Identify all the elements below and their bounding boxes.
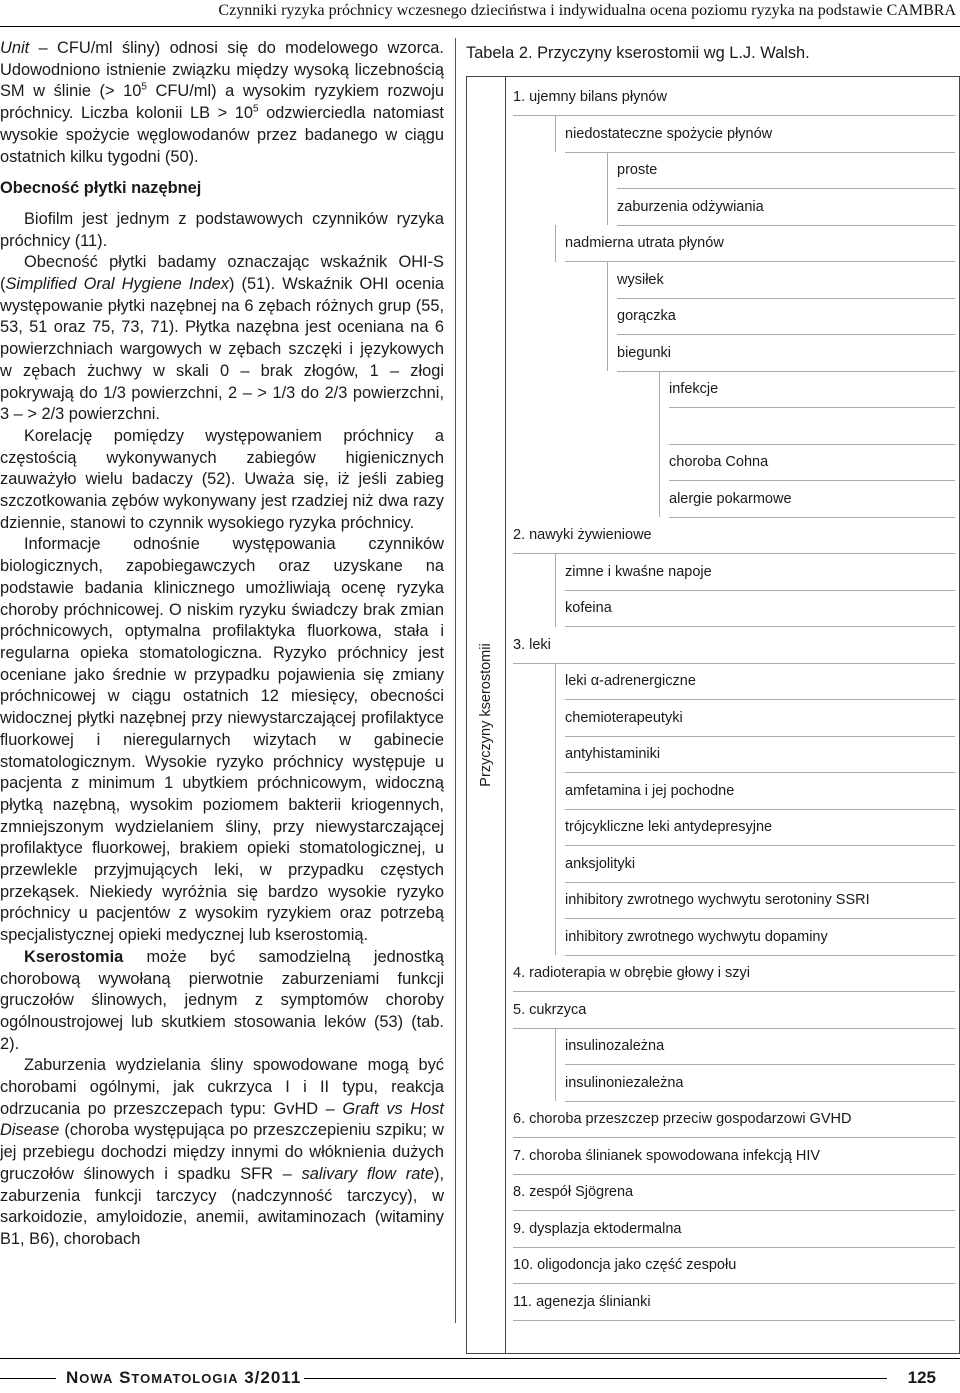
table-indent-line [555,882,556,919]
table-row: gorączka [617,298,955,335]
table-row: 8. zespół Sjögrena [513,1174,955,1211]
table-row: alergie pokarmowe [669,481,955,518]
table-row: wysiłek [617,262,955,299]
footer-rule-left [0,1378,56,1379]
p3-text-b: ) (51). Wskaźnik OHI ocenia występowanie płytki nazębnej na 6 zębach różnych grup (55, 53, 51 oraz 75, 73, 71). Płytka nazębna jest oceniana na 6 powierzchniach wargowych w zębach szczęki i językowych w zębach żuchwy w skali 0 – brak złogów, 1 – złogi pokrywają do 1/3 powierzchni, 2 – > 1/3 do 2/3 powierzchni, 3 – > 2/3 powierzchni. [0,275,444,424]
table-row: insulinoniezależna [565,1065,955,1102]
journal-tomatologia: TOMATOLOGIA [131,1371,239,1386]
table-row: insulinozależna [565,1028,955,1065]
table-indent-line [607,335,608,372]
table-row: trójcykliczne leki antydepresyjne [565,809,955,846]
table-row: 1. ujemny bilans płynów [513,79,955,116]
table-row: biegunki [617,335,955,372]
table-row: inhibitory zwrotnego wychwytu dopaminy [565,919,955,956]
paragraph-3 [0,252,444,426]
footer-rule [304,1378,887,1379]
table-row [669,408,955,445]
p1-text-c: odzwierciedla natomiast wysokie spożycie węglowodanów przez badanego w ciągu ostatnich kilku tygodni (50). [0,104,444,166]
journal-issue: 3/2011 [244,1368,302,1387]
table-indent-line [659,444,660,481]
table-row: amfetamina i jej pochodne [565,773,955,810]
paragraph-2: Biofilm jest jednym z podstawowych czynników ryzyka próchnicy (11). [0,209,444,250]
p3-text-a: Obecność płytki badamy oznaczając wskaźnik OHI-S ( [0,253,444,294]
table-row: nadmierna utrata płynów [565,225,955,262]
table-indent-line [555,846,556,883]
column-divider [455,38,456,1323]
table-indent-line [555,773,556,810]
page-number: 125 [907,1368,936,1387]
table-row: chemioterapeutyki [565,700,955,737]
table-indent-line [607,152,608,189]
p3-italic: Simplified Oral Hygiene Index [5,275,229,294]
table-row: proste [617,152,955,189]
xerostomia-term: Kserostomia [24,947,124,966]
table-indent-line [555,1065,556,1102]
table-row: inhibitory zwrotnego wychwytu serotoniny SSRI [565,882,955,919]
p7-text-a: Zaburzenia wydzielania śliny spowodowane mogą być chorobami ogólnymi, jak cukrzyca I i II typu, reakcja odrzucania po przeszczepach typu: GvHD – [0,1056,444,1118]
table-row: anksjolityki [565,846,955,883]
table-indent-line [607,298,608,335]
table-indent-line [555,116,556,153]
p7-italic-1: Graft vs Host Disease [0,1099,444,1140]
running-header [0,0,960,27]
xerostomia-table [466,76,960,1354]
p6-text: może być samodzielną jednostką chorobową wywołaną pierwotnie zaburzeniami funkcji gruczołów ślinowych, jednym z symptomów choroby ogólnoustrojowej lub skutkiem stosowania leków (53) (tab. 2). [0,947,444,1053]
table-caption: Tabela 2. Przyczyny kserostomii wg L.J. Walsh. [466,44,810,62]
table-indent-line [555,1028,556,1065]
table-row: 2. nawyki żywieniowe [513,517,955,554]
table-row: niedostateczne spożycie płynów [565,116,955,153]
left-column [0,38,444,1251]
table-row: antyhistaminiki [565,736,955,773]
right-column [466,38,960,1310]
table-row: 10. oligodoncja jako część zespołu [513,1247,955,1284]
page-footer [0,1358,960,1393]
journal-name [66,1368,301,1388]
table-row: 4. radioterapia w obrębie głowy i szyi [513,955,955,992]
heading-plaque: Obecność płytki nazębnej [0,179,202,198]
table-indent-line [555,663,556,700]
table-row: infekcje [669,371,955,408]
journal-owa: OWA [79,1371,114,1386]
table-side-column [467,77,506,1353]
table-indent-line [555,590,556,627]
p1-sup-1: 5 [141,81,147,93]
paragraph-1: Unit – CFU/ml śliny) odnosi się do modelowego wzorca. Udowodniono istnienie związku między wysoką liczebnością SM w ślinie (> $10^5$ CFU/ml) a wysokim ryzykiem rozwoju próchnicy. Liczba kolonii LB > $10^5$ odzwierciedla natomiast wysokie spożycie węglowodanów przez badanego w ciągu ostatnich kilku tygodni (50). [0,39,444,166]
paragraph-5: Informacje odnośnie występowania czynników biologicznych, zapobiegawczych oraz uzyskane na podstawie badania klinicznego umożliwiają ocenę ryzyka choroby próchnicowej. O niskim ryzyku świadczy brak zmian próchnicowych, optymalna profilaktyka fluorkowa, stała i regularna opieka stomatologiczna. Ryzyko próchnicy jest oceniane jako średnie w przypadku pojawienia się zmiany próchnicowej w ciągu ostatnich 12 miesięcy, obecności widocznej płytki nazębnej przy niewystarczającej profilaktyce fluorkowej i nieregularnych wizytach w gabinecie stomatologicznym. Wysokie ryzyko próchnicy występuje u pacjenta z minimum 1 ubytkiem próchnicowym, widoczną płytką nazębną, wysokim poziomem bakterii kriogennych, zmniejszonym wydzielaniem śliny, przy niewystarczającej profilaktyce fluorkowej, brakiem opieki stomatologicznej, u przewlekle przyjmujących leki, w przypadku częstych przekąsek. Niekiedy wyróżnia się bardzo wysokie ryzyko próchnicy u pacjentów z wysokim ryzykiem oraz potrzebą specjalistycznej opieki medycznej lub kserostomią. [0,535,444,945]
p1-sup-2: 5 [252,103,259,115]
table-indent-line [555,736,556,773]
table-row: choroba Cohna [669,444,955,481]
p1-text-b: CFU/ml) a wysokim ryzykiem rozwoju próchnicy. Liczba kolonii LB > 10 [0,82,444,123]
paragraph-6 [0,947,444,1056]
journal-n: N [66,1368,80,1387]
paragraph-7 [0,1055,444,1250]
table-indent-line [659,371,660,408]
table-side-label: Przyczyny kserostomii [478,643,494,787]
table-indent-line [659,481,660,518]
table-row: leki α-adrenergiczne [565,663,955,700]
p7-text-c: ), zaburzenia funkcji tarczycy (nadczynność tarczycy), w sarkoidozie, amyloidozie, anemii, awitaminozach (witaminy B1, B6), chorobach [0,1164,444,1248]
table-row: 5. cukrzyca [513,992,955,1029]
table-indent-line [555,225,556,262]
paragraph-4: Korelację pomiędzy występowaniem próchnicy a częstością wykonywanych zabiegów higienicznych zauważyło wielu badaczy (52). Uważa się, iż jeśli zabieg szczotkowania zębów wykonywany jest rzadziej niż dwa razy dziennie, stanowi to czynnik wysokiego ryzyka próchnicy. [0,426,444,532]
table-indent-line [555,809,556,846]
table-indent-line [607,262,608,299]
p7-text-b: (choroba występująca po przeszczepieniu szpiku; w jej przebiegu dochodzi między innymi do włóknienia dużych gruczołów ślinowych i spadku SFR – [0,1121,444,1183]
p7-italic-2: salivary flow rate [301,1164,434,1183]
table-indent-line [659,408,660,445]
journal-s: S [119,1368,132,1387]
table-indent-line [555,554,556,591]
table-row: kofeina [565,590,955,627]
table-row: 3. leki [513,627,955,664]
unit-word: Unit [0,39,30,57]
running-title: Czynniki ryzyka próchnicy wczesnego dzieciństwa i indywidualna ocena poziomu ryzyka na podstawie CAMBRA [218,2,956,19]
p1-text-a: CFU/ml śliny) odnosi się do modelowego wzorca. Udowodniono istnienie związku między wysoką liczebnością SM w ślinie (> 10 [0,39,444,101]
table-row: 9. dysplazja ektodermalna [513,1211,955,1248]
table-indent-line [555,700,556,737]
table-row: 11. agenezja ślinianki [513,1284,955,1321]
table-indent-line [607,189,608,226]
table-indent-line [555,919,556,956]
table-row: 7. choroba ślinianek spowodowana infekcją HIV [513,1138,955,1175]
table-row: zimne i kwaśne napoje [565,554,955,591]
table-row: zaburzenia odżywiania [617,189,955,226]
table-row: 6. choroba przeszczep przeciw gospodarzowi GVHD [513,1101,955,1138]
